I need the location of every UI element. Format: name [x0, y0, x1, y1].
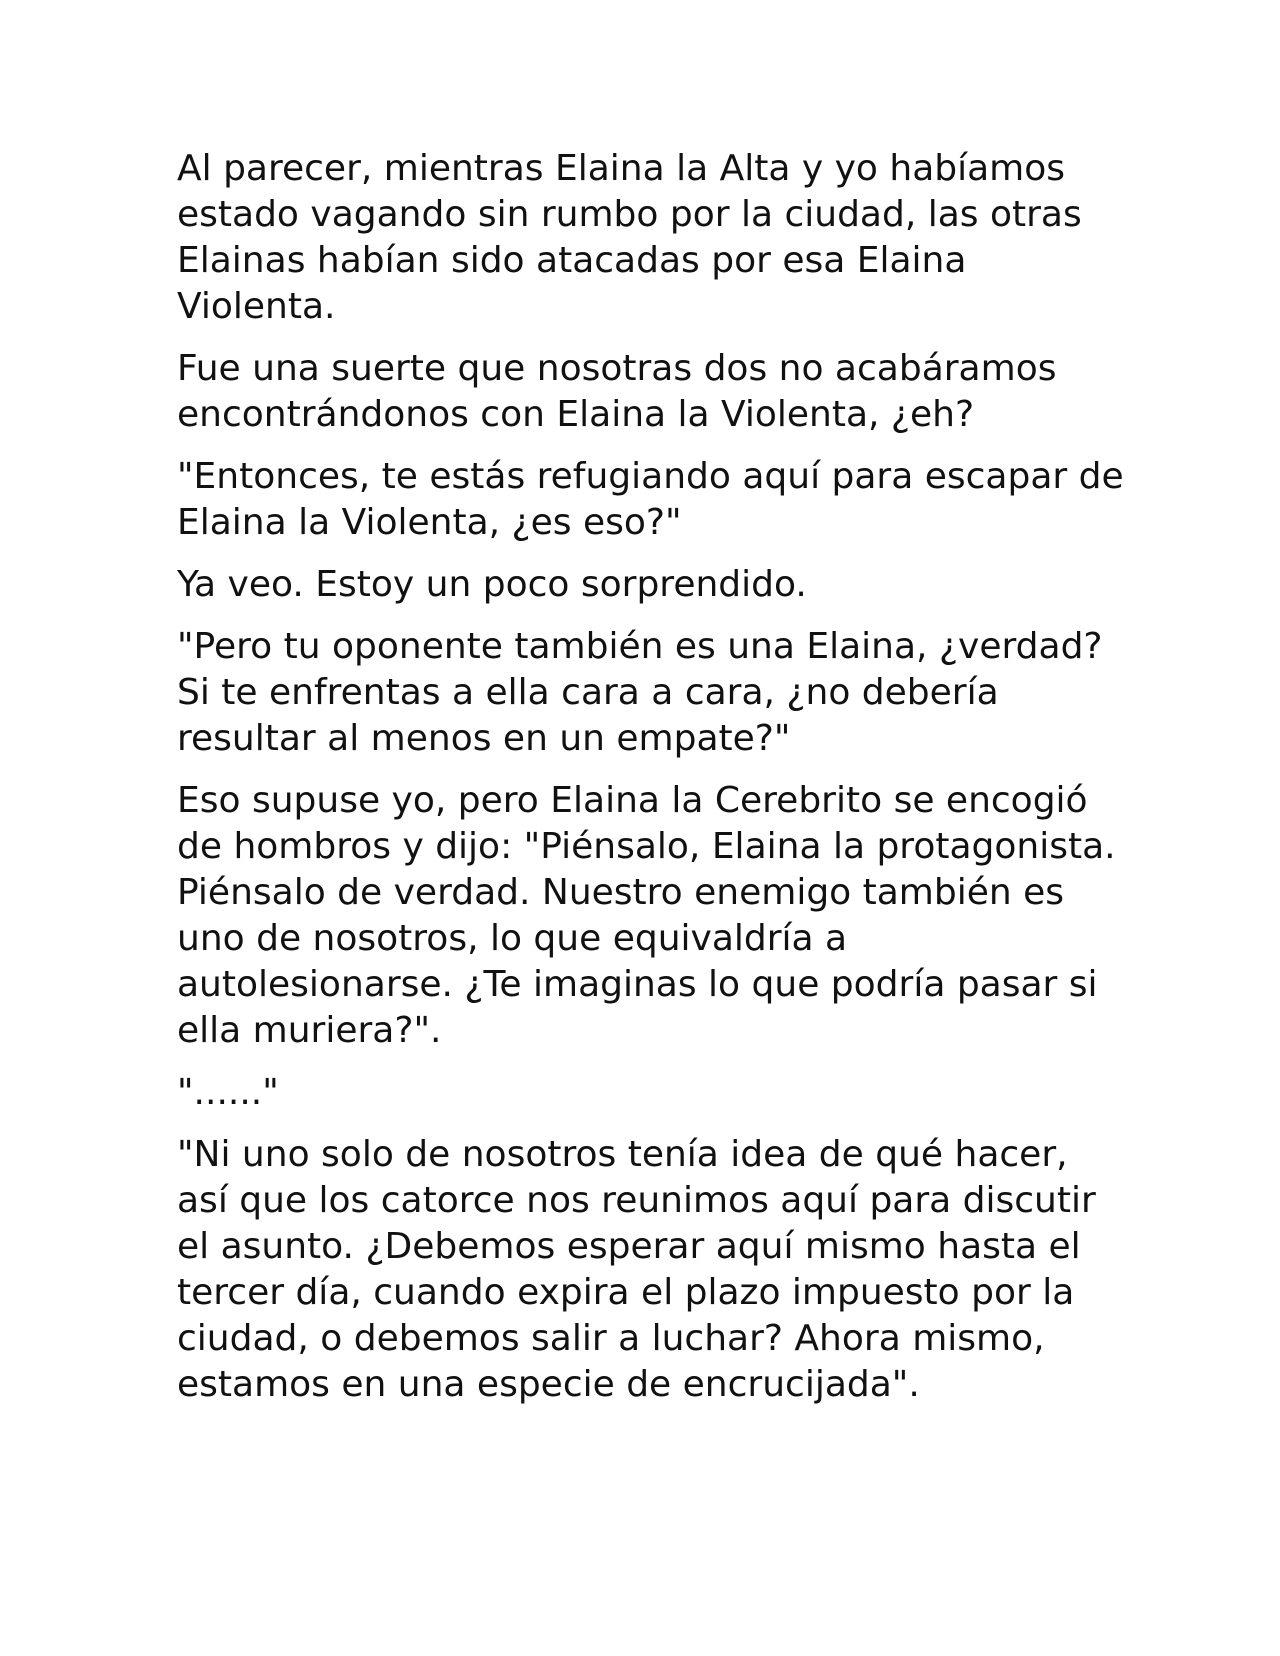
paragraph-8: "Ni uno solo de nosotros tenía idea de qué hacer, así que los catorce nos reunimos aquí para discutir el asunto. ¿Debemos esperar aquí mismo hasta el tercer día, cuando expira el plazo impuesto por la ciudad, o debemos salir a luchar? Ahora mismo, estamos en una especie de encrucijada".	[177, 1134, 1096, 1405]
paragraph-5: "Pero tu oponente también es una Elaina, ¿verdad? Si te enfrentas a ella cara a cara, ¿no debería resultar al menos en un empate?"	[177, 626, 1103, 759]
paragraph-2: Fue una suerte que nosotras dos no acabáramos encontrándonos con Elaina la Violenta, ¿eh?	[177, 348, 1057, 435]
paragraph-1: Al parecer, mientras Elaina la Alta y yo habíamos estado vagando sin rumbo por la ciudad, las otras Elainas habían sido atacadas por esa Elaina Violenta.	[177, 148, 1082, 327]
paragraph-3: "Entonces, te estás refugiando aquí para escapar de Elaina la Violenta, ¿es eso?"	[177, 456, 1124, 543]
paragraph-6: Eso supuse yo, pero Elaina la Cerebrito se encogió de hombros y dijo: "Piénsalo, Elaina la protagonista. Piénsalo de verdad. Nuestro enemigo también es uno de nosotros, lo que equivaldría a autolesionarse. ¿Te imaginas lo que podría pasar si ella muriera?".	[177, 780, 1116, 1051]
paragraph-4: Ya veo. Estoy un poco sorprendido.	[177, 564, 807, 605]
paragraph-7: "......"	[177, 1072, 279, 1113]
document-page	[177, 146, 1127, 1424]
